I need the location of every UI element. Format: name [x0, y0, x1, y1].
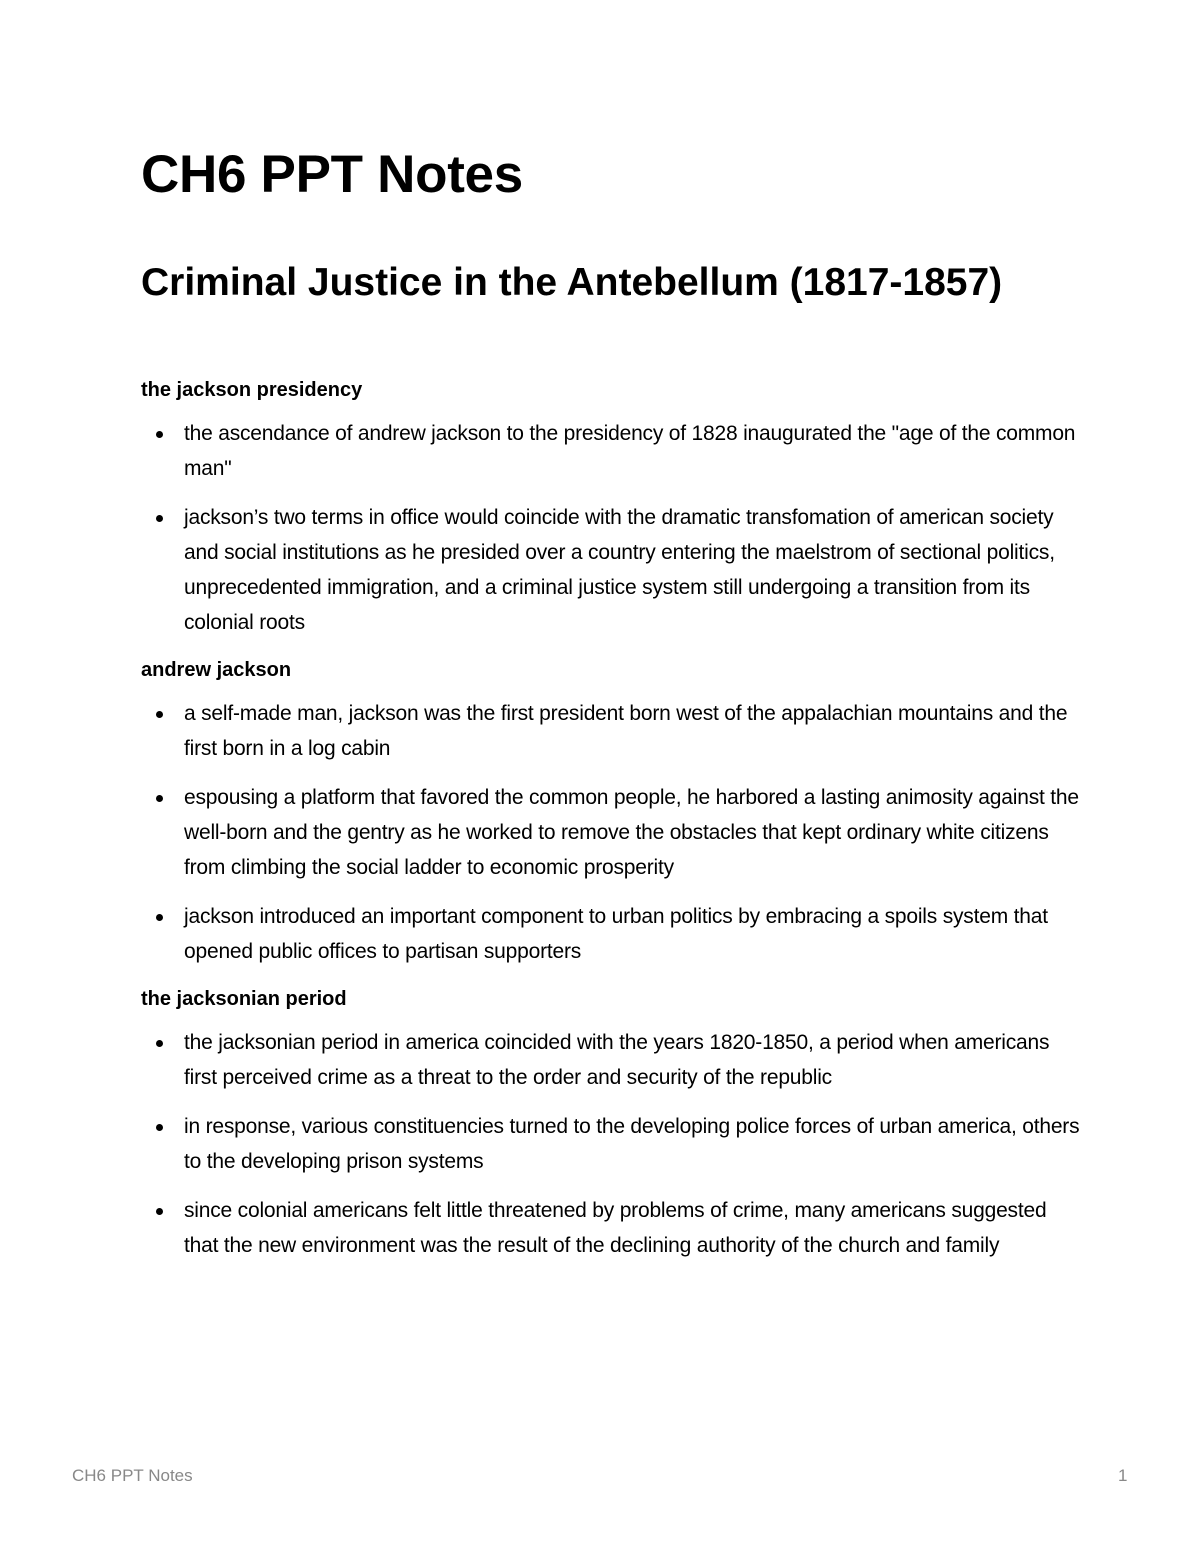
section-heading: Criminal Justice in the Antebellum (1817-1857) — [141, 261, 1003, 304]
bullet-text: in response, various constituencies turned to the developing police forces of urban america, others to the developing prison systems — [184, 1115, 1080, 1173]
bullet-text: jackson introduced an important component to urban politics by embracing a spoils system that opened public offices to partisan supporters — [184, 905, 1048, 963]
bullet-icon — [156, 1208, 163, 1215]
list-item — [141, 696, 1081, 766]
subsection-title-andrew-jackson: andrew jackson — [141, 659, 292, 681]
bullet-text: a self-made man, jackson was the first president born west of the appalachian mountains and the first born in a log cabin — [184, 702, 1068, 760]
list-item — [141, 1193, 1081, 1263]
list-item — [141, 1025, 1081, 1095]
bullet-list — [141, 416, 1081, 640]
bullet-text: the jacksonian period in america coincided with the years 1820-1850, a period when americans first perceived crime as a threat to the order and security of the republic — [184, 1031, 1050, 1089]
list-item — [141, 500, 1081, 640]
bullet-text: jackson’s two terms in office would coincide with the dramatic transfomation of american society and social institutions as he presided over a country entering the maelstrom of sectional politics, unprecedented immigration, and a criminal justice system still undergoing a transition from its colonial roots — [184, 506, 1055, 634]
bullet-text: the ascendance of andrew jackson to the presidency of 1828 inaugurated the "age of the common man" — [184, 422, 1076, 480]
subsection-title-jacksonian-period: the jacksonian period — [141, 988, 347, 1010]
bullet-list — [141, 1025, 1081, 1263]
bullet-icon — [156, 431, 163, 438]
page-number: 1 — [1118, 1466, 1128, 1485]
bullet-icon — [156, 795, 163, 802]
list-item — [141, 899, 1081, 969]
footer-title: CH6 PPT Notes — [72, 1466, 193, 1485]
bullet-list — [141, 696, 1081, 969]
bullet-icon — [156, 711, 163, 718]
subsection-title-jackson-presidency: the jackson presidency — [141, 379, 363, 401]
bullet-icon — [156, 914, 163, 921]
list-item — [141, 780, 1081, 885]
notes-content — [141, 374, 1081, 1277]
list-item — [141, 1109, 1081, 1179]
bullet-icon — [156, 1040, 163, 1047]
bullet-text: espousing a platform that favored the common people, he harbored a lasting animosity against the well-born and the gentry as he worked to remove the obstacles that kept ordinary white citizens from climbing the social ladder to economic prosperity — [184, 786, 1079, 879]
bullet-icon — [156, 1124, 163, 1131]
list-item — [141, 416, 1081, 486]
bullet-text: since colonial americans felt little threatened by problems of crime, many americans suggested that the new environment was the result of the declining authority of the church and family — [184, 1199, 1047, 1257]
bullet-icon — [156, 515, 163, 522]
document-title: CH6 PPT Notes — [141, 145, 523, 204]
